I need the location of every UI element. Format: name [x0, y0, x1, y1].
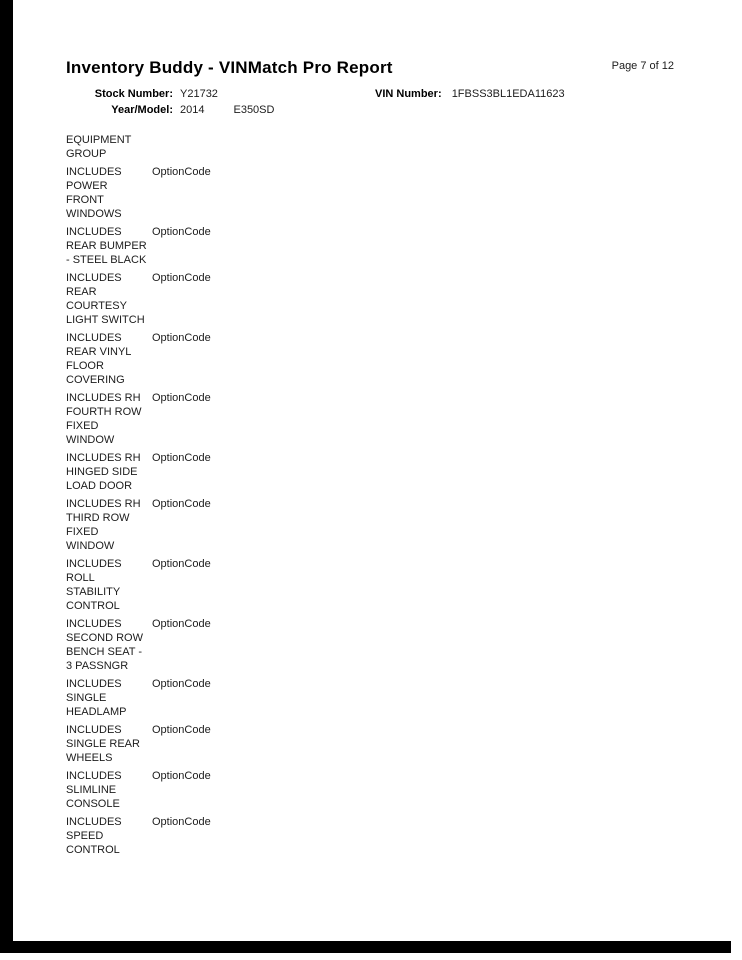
- equipment-option-code: OptionCode: [152, 724, 211, 736]
- equipment-row: [66, 557, 674, 613]
- equipment-row: [66, 815, 674, 857]
- equipment-description: INCLUDES SINGLE REAR WHEELS: [66, 724, 140, 764]
- vin-number-label: VIN Number:: [375, 88, 442, 100]
- equipment-description: INCLUDES POWER FRONT WINDOWS: [66, 166, 122, 220]
- vehicle-meta: [66, 86, 674, 118]
- equipment-description: INCLUDES SECOND ROW BENCH SEAT - 3 PASSNGR: [66, 618, 143, 672]
- model-value: E350SD: [233, 104, 275, 116]
- equipment-row: [66, 271, 674, 327]
- equipment-row: [66, 617, 674, 673]
- equipment-option-code: OptionCode: [152, 770, 211, 782]
- meta-row-year-model: [66, 102, 674, 118]
- equipment-option-code: OptionCode: [152, 452, 211, 464]
- vin-group: [375, 86, 565, 102]
- report-header: [66, 58, 674, 78]
- equipment-row: [66, 723, 674, 765]
- equipment-row: [66, 677, 674, 719]
- year-value: 2014: [180, 104, 205, 116]
- year-model-label: Year/Model:: [111, 104, 173, 116]
- equipment-option-code: OptionCode: [152, 226, 211, 238]
- vin-number-value: 1FBSS3BL1EDA11623: [451, 88, 565, 100]
- equipment-description: INCLUDES SPEED CONTROL: [66, 816, 122, 856]
- equipment-row: [66, 225, 674, 267]
- equipment-description: INCLUDES REAR VINYL FLOOR COVERING: [66, 332, 132, 386]
- equipment-description: EQUIPMENT GROUP: [66, 134, 132, 160]
- equipment-option-code: OptionCode: [152, 816, 211, 828]
- equipment-description: INCLUDES RH HINGED SIDE LOAD DOOR: [66, 452, 141, 492]
- equipment-option-code: OptionCode: [152, 678, 211, 690]
- scan-edge-left: [0, 0, 13, 953]
- equipment-row: [66, 165, 674, 221]
- equipment-row: [66, 497, 674, 553]
- equipment-row: [66, 331, 674, 387]
- equipment-option-code: OptionCode: [152, 332, 211, 344]
- equipment-row: [66, 133, 674, 161]
- equipment-description: INCLUDES SLIMLINE CONSOLE: [66, 770, 122, 810]
- equipment-description: INCLUDES REAR BUMPER - STEEL BLACK: [66, 226, 147, 266]
- equipment-option-code: OptionCode: [152, 618, 211, 630]
- equipment-description: INCLUDES REAR COURTESY LIGHT SWITCH: [66, 272, 145, 326]
- equipment-row: [66, 769, 674, 811]
- meta-row-stock-vin: [66, 86, 674, 102]
- equipment-option-code: OptionCode: [152, 392, 211, 404]
- scan-edge-bottom: [0, 941, 731, 953]
- equipment-description: INCLUDES SINGLE HEADLAMP: [66, 678, 127, 718]
- equipment-row: [66, 391, 674, 447]
- equipment-option-code: OptionCode: [152, 272, 211, 284]
- page-title: Inventory Buddy - VINMatch Pro Report: [66, 58, 393, 77]
- stock-number-label: Stock Number:: [94, 88, 173, 100]
- equipment-option-code: OptionCode: [152, 166, 211, 178]
- equipment-description: INCLUDES RH THIRD ROW FIXED WINDOW: [66, 498, 141, 552]
- equipment-description: INCLUDES ROLL STABILITY CONTROL: [66, 558, 122, 612]
- stock-number-value: Y21732: [180, 88, 218, 100]
- equipment-description: INCLUDES RH FOURTH ROW FIXED WINDOW: [66, 392, 142, 446]
- equipment-list: [66, 133, 674, 857]
- page-indicator: Page 7 of 12: [611, 60, 674, 72]
- equipment-option-code: OptionCode: [152, 498, 211, 510]
- equipment-option-code: OptionCode: [152, 558, 211, 570]
- report-page: [66, 58, 674, 861]
- equipment-row: [66, 451, 674, 493]
